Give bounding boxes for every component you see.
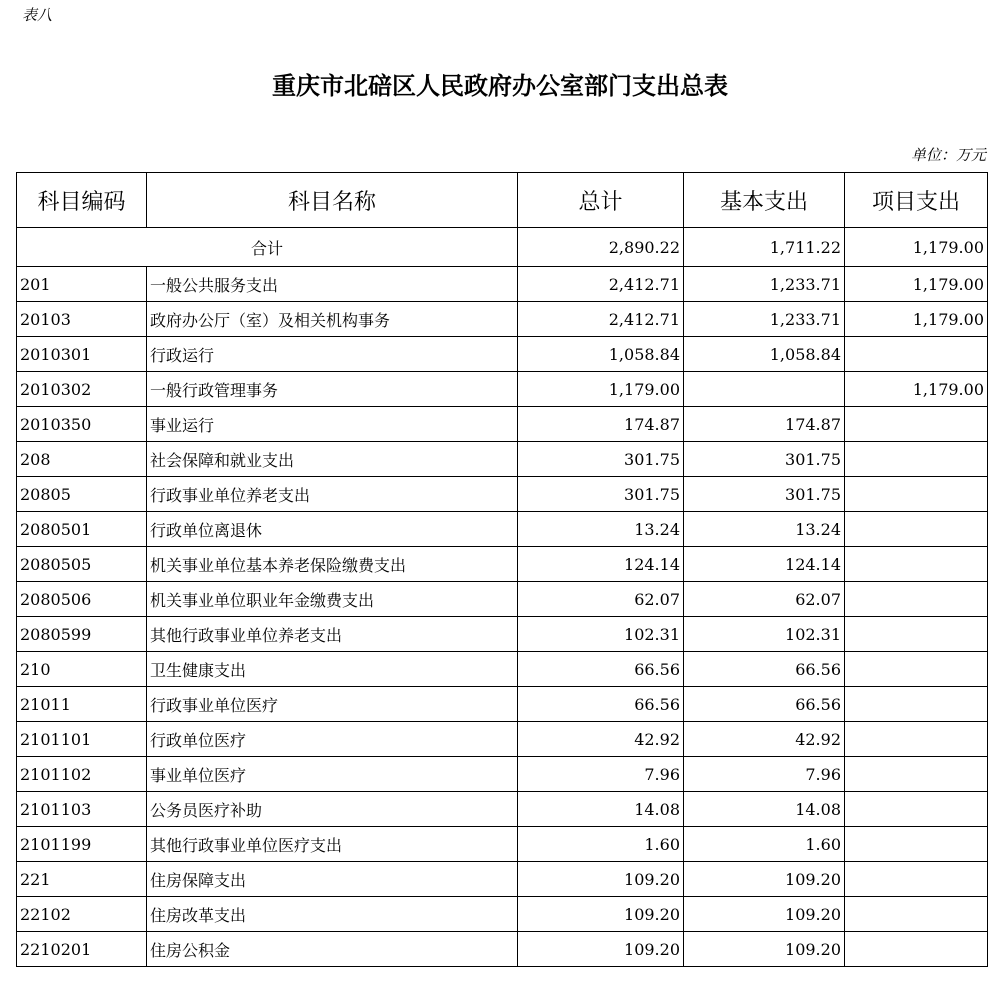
row-name: 卫生健康支出 [147, 652, 518, 687]
row-project: 1,179.00 [845, 302, 988, 337]
row-basic: 66.56 [684, 687, 845, 722]
row-code: 22102 [17, 897, 147, 932]
row-code: 2080599 [17, 617, 147, 652]
row-code: 210 [17, 652, 147, 687]
row-basic: 301.75 [684, 477, 845, 512]
row-name: 机关事业单位基本养老保险缴费支出 [147, 547, 518, 582]
table-header-row [17, 173, 988, 228]
table-row [17, 687, 988, 722]
total-project: 1,179.00 [845, 228, 988, 267]
row-name: 行政单位医疗 [147, 722, 518, 757]
row-name: 其他行政事业单位医疗支出 [147, 827, 518, 862]
row-basic: 66.56 [684, 652, 845, 687]
row-code: 20103 [17, 302, 147, 337]
table-row [17, 267, 988, 302]
column-header-name: 科目名称 [147, 173, 518, 228]
row-total: 109.20 [518, 862, 684, 897]
row-project [845, 722, 988, 757]
row-total: 13.24 [518, 512, 684, 547]
unit-label: 单位：万元 [910, 146, 986, 164]
row-total: 102.31 [518, 617, 684, 652]
table-row [17, 932, 988, 967]
table-row [17, 757, 988, 792]
row-project [845, 477, 988, 512]
row-name: 一般行政管理事务 [147, 372, 518, 407]
table-row [17, 442, 988, 477]
row-name: 住房公积金 [147, 932, 518, 967]
row-name: 行政事业单位养老支出 [147, 477, 518, 512]
row-project [845, 442, 988, 477]
row-basic: 1,233.71 [684, 267, 845, 302]
row-basic: 14.08 [684, 792, 845, 827]
row-total: 174.87 [518, 407, 684, 442]
row-basic: 62.07 [684, 582, 845, 617]
total-sum: 2,890.22 [518, 228, 684, 267]
row-total: 1.60 [518, 827, 684, 862]
row-project [845, 617, 988, 652]
row-total: 1,179.00 [518, 372, 684, 407]
total-basic: 1,711.22 [684, 228, 845, 267]
row-project [845, 862, 988, 897]
row-name: 行政运行 [147, 337, 518, 372]
row-project [845, 757, 988, 792]
row-total: 301.75 [518, 477, 684, 512]
row-basic: 301.75 [684, 442, 845, 477]
row-code: 2101101 [17, 722, 147, 757]
row-total: 124.14 [518, 547, 684, 582]
table-row [17, 652, 988, 687]
row-project [845, 407, 988, 442]
row-project [845, 512, 988, 547]
table-row [17, 582, 988, 617]
row-name: 机关事业单位职业年金缴费支出 [147, 582, 518, 617]
row-total: 2,412.71 [518, 267, 684, 302]
row-basic: 1,058.84 [684, 337, 845, 372]
row-name: 其他行政事业单位养老支出 [147, 617, 518, 652]
table-row [17, 792, 988, 827]
page-title: 重庆市北碚区人民政府办公室部门支出总表 [272, 72, 728, 100]
row-basic [684, 372, 845, 407]
row-basic: 109.20 [684, 932, 845, 967]
row-project: 1,179.00 [845, 267, 988, 302]
table-row [17, 337, 988, 372]
table-row [17, 547, 988, 582]
row-total: 62.07 [518, 582, 684, 617]
total-label: 合计 [17, 228, 518, 267]
row-basic: 1,233.71 [684, 302, 845, 337]
row-name: 住房改革支出 [147, 897, 518, 932]
row-basic: 7.96 [684, 757, 845, 792]
row-total: 109.20 [518, 932, 684, 967]
table-row [17, 512, 988, 547]
row-total: 14.08 [518, 792, 684, 827]
row-total: 66.56 [518, 652, 684, 687]
row-project [845, 337, 988, 372]
row-basic: 174.87 [684, 407, 845, 442]
row-project [845, 897, 988, 932]
table-label: 表八 [22, 6, 53, 24]
row-basic: 109.20 [684, 862, 845, 897]
row-code: 20805 [17, 477, 147, 512]
row-name: 政府办公厅（室）及相关机构事务 [147, 302, 518, 337]
row-code: 2080505 [17, 547, 147, 582]
row-project [845, 827, 988, 862]
column-header-total: 总计 [518, 173, 684, 228]
row-name: 住房保障支出 [147, 862, 518, 897]
row-basic: 1.60 [684, 827, 845, 862]
row-name: 行政事业单位医疗 [147, 687, 518, 722]
row-project [845, 792, 988, 827]
row-project [845, 652, 988, 687]
row-project [845, 582, 988, 617]
row-code: 221 [17, 862, 147, 897]
row-code: 2010350 [17, 407, 147, 442]
row-code: 2010301 [17, 337, 147, 372]
row-project [845, 687, 988, 722]
row-code: 2101102 [17, 757, 147, 792]
table-row [17, 862, 988, 897]
table-row [17, 407, 988, 442]
row-total: 66.56 [518, 687, 684, 722]
row-name: 一般公共服务支出 [147, 267, 518, 302]
row-total: 1,058.84 [518, 337, 684, 372]
table-row [17, 617, 988, 652]
row-code: 21011 [17, 687, 147, 722]
total-row [17, 228, 988, 267]
table-row [17, 897, 988, 932]
row-name: 事业单位医疗 [147, 757, 518, 792]
row-basic: 124.14 [684, 547, 845, 582]
row-basic: 102.31 [684, 617, 845, 652]
row-basic: 13.24 [684, 512, 845, 547]
row-basic: 109.20 [684, 897, 845, 932]
table-row [17, 477, 988, 512]
row-name: 社会保障和就业支出 [147, 442, 518, 477]
row-code: 201 [17, 267, 147, 302]
row-code: 2080501 [17, 512, 147, 547]
column-header-basic: 基本支出 [684, 173, 845, 228]
row-total: 7.96 [518, 757, 684, 792]
expenditure-table [16, 172, 988, 967]
row-name: 行政单位离退休 [147, 512, 518, 547]
column-header-code: 科目编码 [17, 173, 147, 228]
row-name: 事业运行 [147, 407, 518, 442]
row-total: 109.20 [518, 897, 684, 932]
row-code: 208 [17, 442, 147, 477]
row-code: 2101199 [17, 827, 147, 862]
row-code: 2210201 [17, 932, 147, 967]
table-row [17, 722, 988, 757]
row-total: 42.92 [518, 722, 684, 757]
row-project: 1,179.00 [845, 372, 988, 407]
row-basic: 42.92 [684, 722, 845, 757]
row-name: 公务员医疗补助 [147, 792, 518, 827]
row-project [845, 932, 988, 967]
table-row [17, 302, 988, 337]
row-code: 2101103 [17, 792, 147, 827]
row-code: 2080506 [17, 582, 147, 617]
table-row [17, 827, 988, 862]
table-row [17, 372, 988, 407]
row-total: 301.75 [518, 442, 684, 477]
row-project [845, 547, 988, 582]
column-header-project: 项目支出 [845, 173, 988, 228]
row-total: 2,412.71 [518, 302, 684, 337]
row-code: 2010302 [17, 372, 147, 407]
